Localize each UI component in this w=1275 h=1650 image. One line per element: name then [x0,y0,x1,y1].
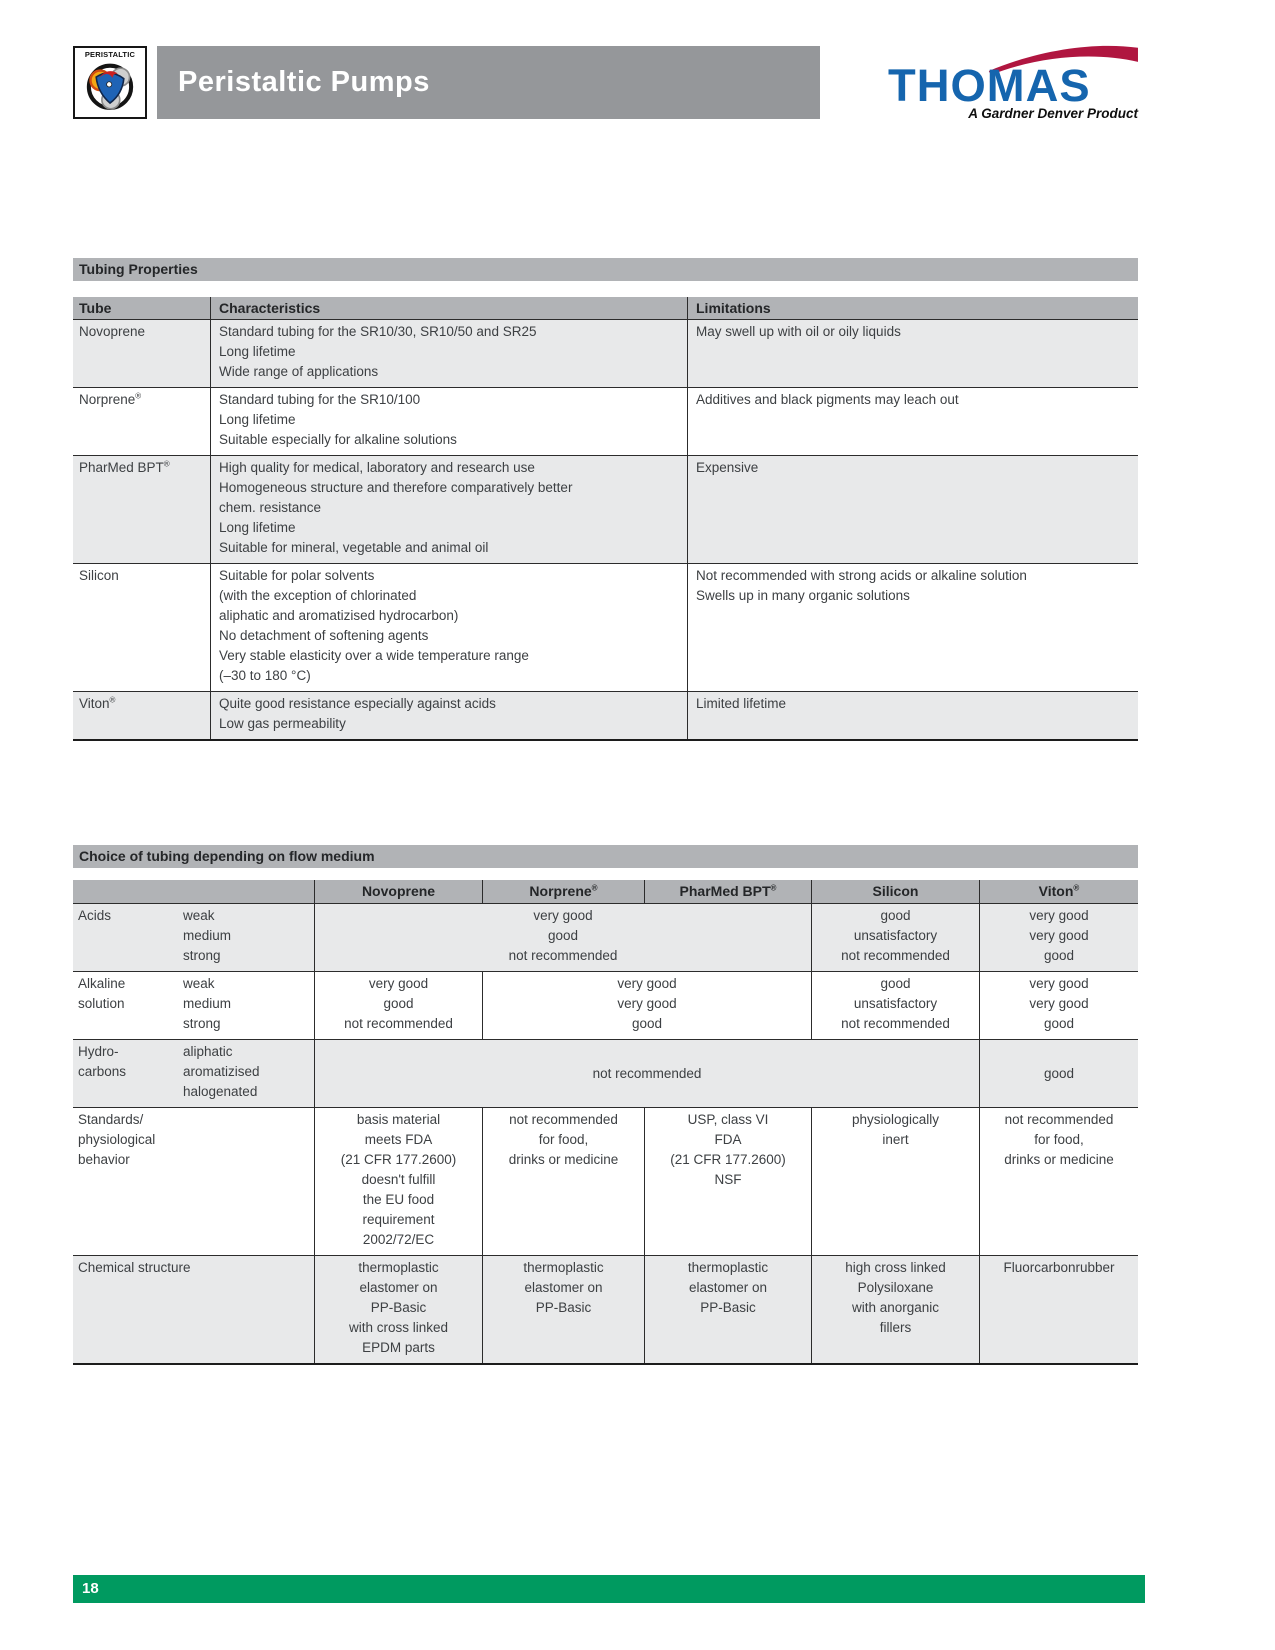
section-title: Tubing Properties [79,261,198,277]
text-line: very good [368,976,429,991]
brand-tagline: A Gardner Denver Product [968,106,1138,121]
table-header-row [73,297,1138,319]
text-line: medium [183,996,232,1011]
row-label [73,974,183,1034]
standards-cell-viton [979,1108,1138,1255]
text-line: Alkaline [78,976,126,991]
table-row-chemical-structure [73,1255,1138,1363]
text-line: USP, class VI [687,1112,769,1127]
text-line: medium [183,928,232,943]
text-line: good [547,928,579,943]
column-header-silicon: Silicon [811,880,979,903]
text-line: Wide range of applications [219,364,379,379]
text-line: aliphatic [183,1044,233,1059]
section-title-bar [73,258,1138,281]
text-line: Homogeneous structure and therefore comparatively better [219,480,573,495]
text-line: solution [78,996,125,1011]
characteristics-cell [210,564,687,691]
text-line: aromatizised [183,1064,260,1079]
table-row-viton [73,691,1138,739]
tube-name: Norprene® [79,391,142,407]
text-line: not recommended [841,948,950,963]
text-line: drinks or medicine [1004,1152,1114,1167]
text-line: Fluorcarbonrubber [1003,1260,1115,1275]
text-line: thermoplastic [687,1260,769,1275]
peristaltic-pump-rotor-icon [84,60,136,112]
text-line: high cross linked [845,1260,946,1275]
chemical-cell-silicon [811,1256,979,1363]
column-header-characteristics: Characteristics [210,297,687,319]
row-label [73,1256,314,1363]
text-line: meets FDA [364,1132,433,1147]
text-line: (–30 to 180 °C) [219,668,311,683]
column-header-viton: Viton® [979,880,1138,903]
text-line: very good [1029,976,1089,991]
row-label [73,906,183,966]
standards-cell-pharmed [644,1108,811,1255]
standards-cell-norprene [482,1108,644,1255]
text-line: thermoplastic [358,1260,439,1275]
text-line: PP-Basic [535,1300,592,1315]
text-line: 2002/72/EC [362,1232,435,1247]
chemical-cell-viton [979,1256,1138,1363]
text-line: very good [1029,996,1089,1011]
table-row-standards [73,1107,1138,1255]
tubing-choice-section [73,845,1138,1365]
section-title: Choice of tubing depending on flow medium [79,848,375,864]
text-line: weak [183,908,215,923]
text-line: very good [533,908,593,923]
text-line: fillers [879,1320,912,1335]
page-banner [157,46,820,119]
text-line: not recommended [841,1016,950,1031]
text-line: Additives and black pigments may leach out [696,392,959,407]
tubing-choice-table [73,880,1138,1365]
brand-name: THOMAS [888,60,1091,112]
column-header-tube: Tube [79,300,112,316]
text-line: thermoplastic [523,1260,604,1275]
text-line: not recommended [344,1016,453,1031]
text-line: not recommended [509,1112,618,1127]
text-line: for food, [1034,1132,1084,1147]
chemical-cell-norprene [482,1256,644,1363]
text-line: with anorganic [851,1300,940,1315]
text-line: Standard tubing for the SR10/100 [219,392,421,407]
chemical-cell-novoprene [314,1256,482,1363]
table-row-hydrocarbons [73,1039,1138,1107]
rating-cell-silicon [811,904,979,971]
text-line: very good [1029,928,1089,943]
row-sublabels [183,906,314,966]
text-line: No detachment of softening agents [219,628,429,643]
limitations-cell [687,388,1138,455]
text-line: Very stable elasticity over a wide temperature range [219,648,529,663]
text-line: Quite good resistance especially against acids [219,696,496,711]
rating-cell-novoprene [314,972,482,1039]
text-line: unsatisfactory [853,928,938,943]
rating-cell-norprene-pharmed [482,972,811,1039]
text-line: drinks or medicine [508,1152,619,1167]
row-label [73,1042,183,1102]
text-line: good [880,976,911,991]
text-line: PP-Basic [700,1300,756,1315]
text-line: Long lifetime [219,344,296,359]
text-line: Hydro- [78,1044,119,1059]
text-line: elastomer on [359,1280,438,1295]
text-line: Chemical structure [78,1260,191,1275]
characteristics-cell [210,456,687,563]
tube-name: Novoprene [79,324,146,339]
text-line: requirement [362,1212,435,1227]
text-line: NSF [714,1172,742,1187]
peristaltic-logo [73,46,147,119]
text-line: High quality for medical, laboratory and research use [219,460,535,475]
rating-cell-viton [979,904,1138,971]
row-label [73,1108,314,1255]
text-line: Standard tubing for the SR10/30, SR10/50 and SR25 [219,324,537,339]
text-line: Standards/ [78,1112,144,1127]
section-title-bar [73,845,1138,868]
text-line: behavior [78,1152,130,1167]
text-line: good [1043,948,1075,963]
text-line: PP-Basic [370,1300,427,1315]
standards-cell-novoprene [314,1108,482,1255]
page-title: Peristaltic Pumps [178,66,430,98]
text-line: not recommended [508,948,618,963]
text-line: Expensive [696,460,759,475]
text-line: FDA [714,1132,742,1147]
text-line: Suitable for polar solvents [219,568,375,583]
text-line: (21 CFR 177.2600) [340,1152,457,1167]
rating-cell-novoprene-norprene-pharmed [314,904,811,971]
characteristics-cell [210,320,687,387]
table-row-pharmed-bpt [73,455,1138,563]
text-line: very good [617,996,677,1011]
text-line: May swell up with oil or oily liquids [696,324,901,339]
text-line: Swells up in many organic solutions [696,588,910,603]
text-line: with cross linked [348,1320,449,1335]
text-line: strong [183,948,221,963]
text-line: not recommended [1004,1112,1114,1127]
text-line: Suitable for mineral, vegetable and animal oil [219,540,489,555]
limitations-cell [687,320,1138,387]
text-line: Low gas permeability [219,716,346,731]
text-line: EPDM parts [362,1340,435,1355]
rating-cell-viton: good [979,1040,1138,1107]
row-label-group [73,904,314,971]
tubing-properties-section [73,258,1138,741]
table-row-novoprene [73,319,1138,387]
row-label-group [73,1040,314,1107]
text-line: physiological [78,1132,156,1147]
row-sublabels [183,974,314,1034]
text-line: aliphatic and aromatizised hydrocarbon) [219,608,459,623]
text-line: elastomer on [524,1280,603,1295]
text-line: doesn't fulfill [361,1172,436,1187]
table-row-alkaline-solution [73,971,1138,1039]
text-line: good [1043,1016,1075,1031]
text-line: chem. resistance [219,500,322,515]
column-header-novoprene: Novoprene [314,880,482,903]
text-line: Long lifetime [219,520,296,535]
text-line: Polysiloxane [857,1280,934,1295]
text-line: physiologically [851,1112,940,1127]
text-line: (with the exception of chlorinated [219,588,417,603]
row-label-group [73,972,314,1039]
limitations-cell [687,564,1138,691]
tubing-properties-table [73,297,1138,741]
text-line: good [383,996,414,1011]
row-sublabels [183,1042,314,1102]
tube-name: PharMed BPT® [79,459,170,475]
table-row-acids [73,903,1138,971]
page-number: 18 [82,1580,99,1597]
column-header-blank [73,880,314,903]
table-header-row [73,880,1138,903]
text-line: Acids [78,908,112,923]
text-line: the EU food [362,1192,435,1207]
rating-cell-silicon [811,972,979,1039]
text-line: (21 CFR 177.2600) [670,1152,786,1167]
thomas-logo-graphic [888,40,1140,112]
text-line: Long lifetime [219,412,296,427]
table-row-norprene [73,387,1138,455]
text-line: Limited lifetime [696,696,787,711]
column-header-limitations: Limitations [687,297,1138,319]
text-line: weak [183,976,215,991]
text-line: carbons [78,1064,127,1079]
rating-cell-novoprene-to-silicon: not recommended [314,1040,979,1107]
limitations-cell [687,692,1138,739]
text-line: Not recommended with strong acids or alkaline solution [696,568,1027,583]
text-line: good [880,908,911,923]
thomas-logo [888,40,1140,121]
column-header-norprene: Norprene® [482,880,644,903]
text-line: halogenated [183,1084,258,1099]
text-line: very good [617,976,677,991]
table-row-silicon [73,563,1138,691]
standards-cell-silicon [811,1108,979,1255]
text-line: basis material [356,1112,441,1127]
text-line: very good [1029,908,1089,923]
chemical-cell-pharmed [644,1256,811,1363]
footer-bar [73,1575,1145,1603]
text-line: unsatisfactory [853,996,938,1011]
text-line: strong [183,1016,221,1031]
tube-name: Silicon [79,568,119,583]
tube-name: Viton® [79,695,116,711]
rating-cell-viton [979,972,1138,1039]
text-line: Suitable especially for alkaline solutions [219,432,457,447]
characteristics-cell [210,388,687,455]
text-line: good [631,1016,663,1031]
column-header-pharmed-bpt: PharMed BPT® [644,880,811,903]
limitations-cell [687,456,1138,563]
text-line: for food, [538,1132,589,1147]
logo-caption: PERISTALTIC [84,50,136,59]
text-line: inert [882,1132,909,1147]
text-line: elastomer on [688,1280,768,1295]
characteristics-cell [210,692,687,739]
